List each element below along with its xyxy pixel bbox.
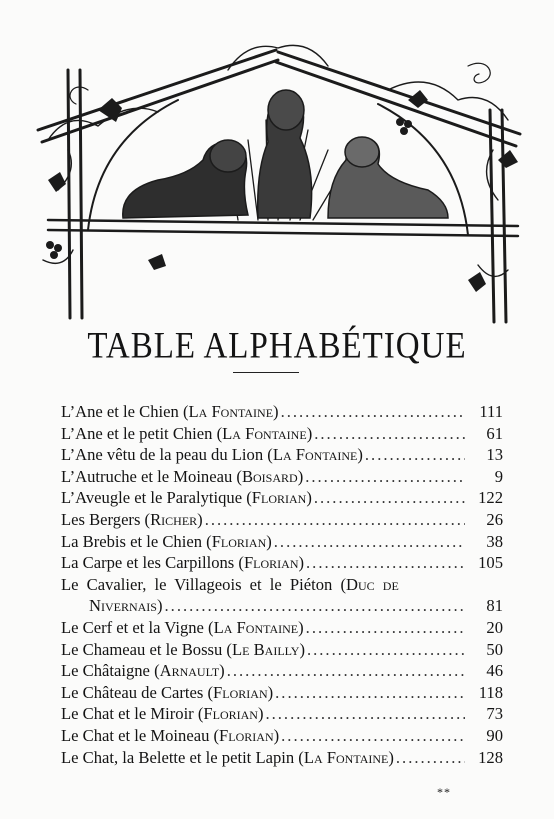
- dot-leader: [274, 531, 465, 553]
- dot-leader: [314, 423, 465, 445]
- page-number: 105: [478, 553, 503, 573]
- dog-left-head: [210, 140, 246, 172]
- dot-leader: [275, 682, 465, 704]
- page-title: TABLE ALPHABÉTIQUE: [87, 326, 467, 367]
- dot-leader: [281, 725, 465, 747]
- page-number: 50: [486, 639, 503, 659]
- trellis-left-post: [68, 70, 82, 318]
- toc-entry[interactable]: Le Château de Cartes (Florian) ..... 118: [61, 682, 503, 704]
- toc-entry[interactable]: Le Chat et le Moineau (Florian) ..... 90: [61, 725, 503, 747]
- dot-leader: [306, 617, 465, 639]
- page-number: 61: [486, 423, 503, 443]
- toc-entry-continuation[interactable]: Nivernais) ..... 81: [61, 595, 503, 617]
- grape-bunch: [396, 118, 404, 126]
- grape-bunch: [46, 241, 54, 249]
- page-number: 73: [486, 704, 503, 724]
- dot-leader: [165, 595, 465, 617]
- title-divider: [233, 372, 299, 373]
- toc-entry[interactable]: L’Aveugle et le Paralytique (Florian) ..... 122: [61, 487, 503, 509]
- page-number: 122: [478, 488, 503, 508]
- toc-entry[interactable]: Le Cavalier, le Villageois et le Piéton (Duc de: [61, 574, 399, 594]
- dog-center-head: [268, 90, 304, 130]
- dog-right-head: [345, 137, 379, 167]
- toc-entry[interactable]: Le Châtaigne (Arnault) ..... 46: [61, 660, 503, 682]
- table-of-contents: [61, 401, 503, 768]
- page-number: 38: [486, 531, 503, 551]
- dogs-arbor-illustration: [28, 30, 528, 330]
- signature-mark: **: [437, 785, 451, 799]
- page-number: 81: [486, 596, 503, 616]
- dot-leader: [365, 444, 465, 466]
- toc-entry[interactable]: Le Chameau et le Bossu (Le Bailly) ..... 50: [61, 639, 503, 661]
- page-number: 13: [486, 445, 503, 465]
- page-number: 111: [479, 402, 503, 421]
- dot-leader: [265, 703, 465, 725]
- page-number: 46: [486, 661, 503, 681]
- dot-leader: [227, 660, 465, 682]
- dot-leader: [205, 509, 465, 531]
- toc-entry[interactable]: Les Bergers (Richer) ..... 26: [61, 509, 503, 531]
- page-number: 118: [478, 682, 503, 702]
- page-number: 9: [494, 466, 503, 486]
- toc-entry[interactable]: Le Cerf et et la Vigne (La Fontaine) ..... 20: [61, 617, 503, 639]
- page-number: 90: [486, 725, 503, 745]
- dot-leader: [396, 747, 465, 769]
- page-number: 128: [478, 747, 503, 767]
- dot-leader: [305, 466, 465, 488]
- toc-entry[interactable]: L’Autruche et le Moineau (Boisard) ..... 9: [61, 466, 503, 488]
- dot-leader: [281, 401, 465, 423]
- toc-entry[interactable]: L’Ane et le petit Chien (La Fontaine) ..... 61: [61, 423, 503, 445]
- toc-entry[interactable]: Le Chat et le Miroir (Florian) ..... 73: [61, 703, 503, 725]
- toc-entry[interactable]: La Brebis et le Chien (Florian) ..... 38: [61, 531, 503, 553]
- page-number: 26: [486, 509, 503, 529]
- toc-entry[interactable]: L’Ane vêtu de la peau du Lion (La Fontaine) ..... 13: [61, 444, 503, 466]
- toc-entry[interactable]: L’Ane et le Chien (La Fontaine) ..... 111: [61, 401, 503, 423]
- dot-leader: [306, 552, 465, 574]
- toc-entry[interactable]: La Carpe et les Carpillons (Florian) ..... 105: [61, 552, 503, 574]
- dot-leader: [307, 639, 465, 661]
- trellis-bar: [48, 220, 518, 236]
- dot-leader: [314, 487, 465, 509]
- page-number: 20: [486, 617, 503, 637]
- toc-entry[interactable]: Le Chat, la Belette et le petit Lapin (La Fontaine) ..... 128: [61, 747, 503, 769]
- trellis-roof-left: [38, 50, 278, 142]
